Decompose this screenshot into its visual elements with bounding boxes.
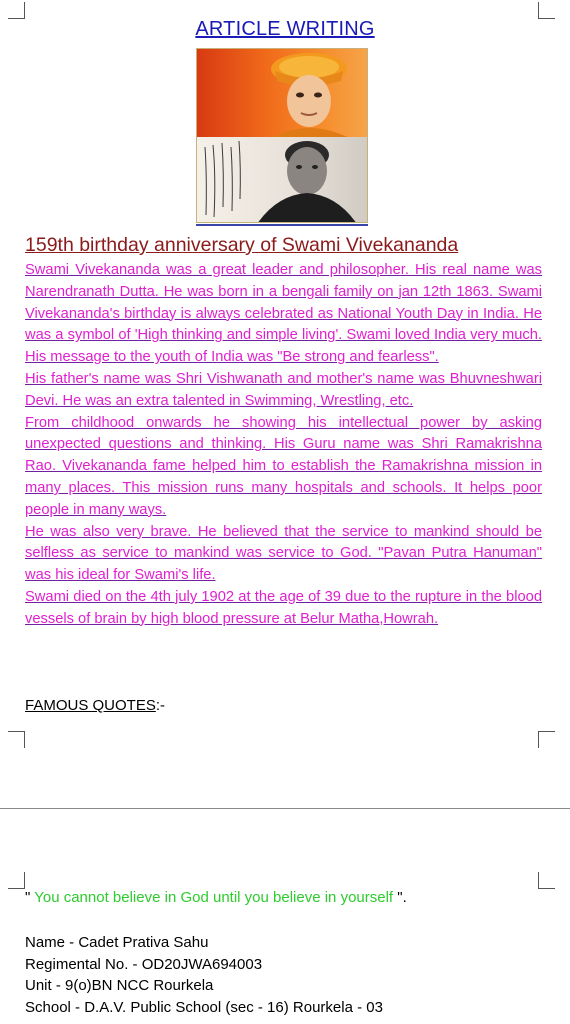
portrait-bw [197, 137, 368, 223]
page-corner-mark [8, 2, 25, 19]
quote-text: You cannot believe in God until you believe in yourself [34, 889, 394, 906]
portrait-image [196, 48, 368, 223]
paragraph: His father's name was Shri Vishwanath and mother's name was Bhuvneshwari Devi. He was an extra talented in Swimming, Wrestling, etc. [25, 370, 542, 409]
famous-quotes-suffix: :- [155, 697, 166, 714]
page-corner-mark [8, 872, 25, 889]
famous-quotes-label [25, 697, 165, 714]
paragraph: He was also very brave. He believed that the service to mankind should be selfless as service to mankind was service to God. "Pavan Putra Hanuman" was his ideal for Swami's life. [25, 523, 542, 584]
quote-open: " [25, 889, 35, 906]
regimental-number: Regimental No. - OD20JWA694003 [25, 955, 263, 973]
paragraph: Swami died on the 4th july 1902 at the age of 39 due to the rupture in the blood vessels of brain by high blood pressure at Belur Matha,Howrah. [25, 588, 542, 627]
article-title: ARTICLE WRITING [195, 18, 375, 40]
image-underline [196, 224, 368, 226]
paragraph: Swami Vivekananda was a great leader and philosopher. His real name was Narendranath Dutta. He was born in a bengali family on jan 12th 1863. Swami Vivekananda's birthday is always celebrated as National Youth Day in India. He was a symbol of 'High thinking and simple living'. Swami loved India very much. His message to the youth of India was "Be strong and fearless". [25, 262, 542, 366]
portrait-colored [197, 49, 368, 137]
page-break-divider [0, 808, 570, 809]
quote-close: ". [393, 889, 407, 906]
author-info [25, 932, 383, 1018]
page-corner-mark [8, 731, 25, 748]
famous-quotes-text: FAMOUS QUOTES [25, 697, 156, 714]
page-corner-mark [538, 731, 555, 748]
author-name: Name - Cadet Prativa Sahu [25, 934, 209, 951]
quote-line [25, 889, 407, 906]
page-corner-mark [538, 2, 555, 19]
paragraph: From childhood onwards he showing his intellectual power by asking unexpected questions and thinking. His Guru name was Shri Ramakrishna Rao. Vivekananda fame helped him to establish the Ramakrishna mission in many places. This mission runs many hospitals and schools. It helps poor people in many ways. [25, 414, 542, 518]
article-heading: 159th birthday anniversary of Swami Vivekananda [25, 234, 459, 256]
school: School - D.A.V. Public School (sec - 16) Rourkela - 03 [25, 998, 383, 1016]
article-body [25, 260, 542, 631]
unit: Unit - 9(o)BN NCC Rourkela [25, 977, 214, 995]
page-corner-mark [538, 872, 555, 889]
